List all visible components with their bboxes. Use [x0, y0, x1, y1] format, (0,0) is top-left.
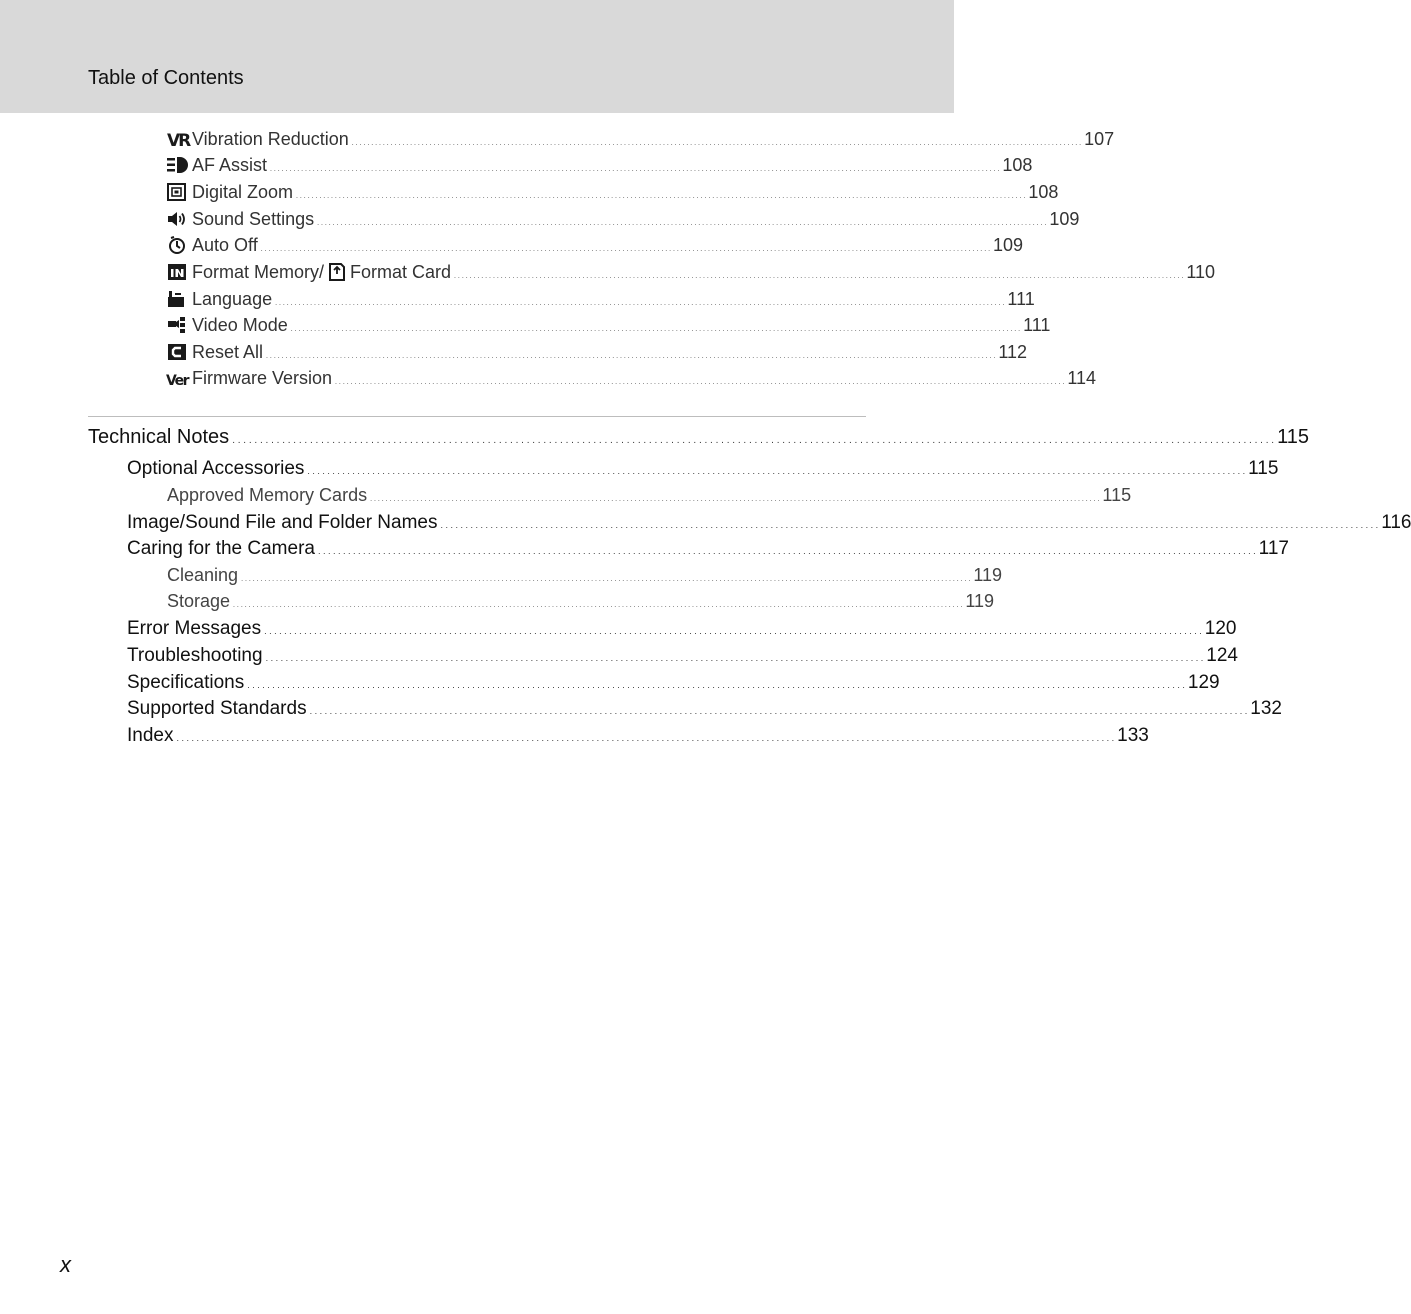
toc-entry-label: Caring for the Camera — [127, 538, 315, 559]
toc-entry-page: 132 — [1250, 698, 1282, 719]
toc-entry-label: Vibration Reduction — [192, 129, 349, 149]
toc-entry-caring-for-camera[interactable] — [127, 538, 1289, 560]
toc-entry-af-assist[interactable] — [167, 153, 1033, 176]
toc-entry-label: Digital Zoom — [192, 182, 294, 202]
toc-entry-page: 108 — [1028, 182, 1059, 202]
toc-entry-label: Optional Accessories — [127, 458, 305, 479]
toc-entry-page: 114 — [1067, 368, 1097, 388]
dot-leader — [232, 435, 1274, 446]
vr-icon — [167, 130, 190, 151]
dot-leader — [335, 379, 1064, 386]
toc-entry-label: AF Assist — [192, 155, 268, 175]
toc-entry-index[interactable] — [127, 725, 1149, 747]
toc-entry-label: Storage — [167, 591, 231, 611]
toc-entry-page: 109 — [993, 235, 1024, 255]
dot-leader — [241, 576, 970, 583]
toc-section-technical-notes[interactable] — [88, 426, 1309, 449]
toc-entry-page: 119 — [973, 565, 1003, 585]
toc-entry-page: 116 — [1381, 512, 1411, 533]
dot-leader — [296, 193, 1025, 200]
toc-entry-page: 115 — [1102, 485, 1132, 505]
toc-entry-label: Supported Standards — [127, 698, 307, 719]
auto-off-icon — [167, 236, 187, 254]
toc-entry-video-mode[interactable] — [167, 313, 1051, 336]
toc-entry-page: 115 — [1248, 458, 1279, 479]
toc-entry-specifications[interactable] — [127, 672, 1220, 694]
section-divider — [88, 416, 866, 417]
page-title: Table of Contents — [88, 67, 244, 89]
memory-card-icon — [327, 263, 347, 281]
toc-entry-supported-standards[interactable] — [127, 698, 1282, 720]
toc-entry-page: 110 — [1186, 262, 1216, 282]
dot-leader — [275, 300, 1004, 307]
toc-entry-label: Video Mode — [192, 315, 288, 335]
toc-entry-sound-settings[interactable] — [167, 207, 1080, 230]
dot-leader — [318, 546, 1256, 556]
toc-entry-label: Auto Off — [192, 235, 258, 255]
toc-section-page: 115 — [1277, 426, 1309, 448]
toc-entry-language[interactable] — [167, 287, 1035, 310]
toc-entry-firmware-version[interactable] — [166, 366, 1097, 389]
toc-entry-page: 133 — [1117, 725, 1149, 746]
toc-entry-cleaning[interactable] — [167, 565, 1003, 586]
toc-entry-label: Specifications — [127, 672, 245, 693]
toc-entry-optional-accessories[interactable] — [127, 458, 1279, 480]
toc-entry-troubleshooting[interactable] — [127, 645, 1238, 667]
toc-entry-page: 111 — [1007, 289, 1035, 309]
toc-entry-page: 111 — [1023, 315, 1051, 335]
toc-entry-error-messages[interactable] — [127, 618, 1237, 640]
toc-entry-storage[interactable] — [167, 591, 995, 612]
toc-entry-page: 124 — [1206, 645, 1238, 666]
video-mode-icon — [167, 316, 187, 334]
firmware-version-icon — [167, 369, 187, 387]
dot-leader — [261, 246, 990, 253]
toc-entry-page: 117 — [1258, 538, 1289, 559]
toc-entry-label: Approved Memory Cards — [167, 485, 368, 505]
dot-leader — [264, 626, 1202, 636]
page-number: x — [60, 1252, 71, 1277]
dot-leader — [176, 733, 1114, 743]
dot-leader — [352, 140, 1081, 147]
toc-entry-page: 109 — [1049, 209, 1080, 229]
dot-leader — [454, 273, 1183, 280]
toc-entry-label: Firmware Version — [192, 368, 333, 388]
toc-entry-label: Sound Settings — [192, 209, 315, 229]
digital-zoom-icon — [167, 183, 187, 201]
toc-entry-label: Cleaning — [167, 565, 239, 585]
dot-leader — [247, 680, 1185, 690]
toc-entry-digital-zoom[interactable] — [167, 180, 1059, 203]
toc-entry-file-folder-names[interactable] — [127, 512, 1411, 534]
toc-entry-format-memory[interactable] — [167, 260, 1216, 283]
toc-entry-label: Image/Sound File and Folder Names — [127, 512, 438, 533]
af-assist-icon — [167, 156, 187, 174]
toc-entry-page: 129 — [1187, 672, 1220, 693]
dot-leader — [441, 520, 1379, 530]
toc-entry-label: Format Memory/ — [192, 262, 325, 282]
dot-leader — [233, 602, 962, 609]
internal-memory-icon — [167, 263, 187, 281]
toc-entry-label: Language — [192, 289, 273, 309]
dot-leader — [307, 466, 1245, 476]
toc-entry-label: Index — [127, 725, 174, 746]
toc-entry-page: 108 — [1002, 155, 1033, 175]
header-band — [0, 0, 954, 113]
dot-leader — [310, 706, 1248, 716]
toc-entry-label: Troubleshooting — [127, 645, 263, 666]
svg-text:Ver: Ver — [166, 373, 188, 389]
dot-leader — [266, 353, 995, 360]
toc-entry-page: 112 — [998, 342, 1028, 362]
language-icon — [167, 290, 187, 308]
dot-leader — [270, 166, 999, 173]
toc-entry-label-secondary: Format Card — [350, 262, 452, 282]
toc-entry-page: 120 — [1204, 618, 1237, 639]
reset-icon — [167, 343, 187, 361]
toc-entry-reset-all[interactable] — [167, 340, 1028, 363]
toc-entry-label: Reset All — [192, 342, 264, 362]
dot-leader — [370, 496, 1099, 503]
toc-entry-page: 107 — [1084, 129, 1115, 149]
toc-entry-vibration-reduction[interactable] — [167, 127, 1115, 151]
toc-entry-auto-off[interactable] — [167, 233, 1024, 256]
svg-text:VR: VR — [167, 131, 190, 151]
speaker-icon — [167, 210, 187, 228]
toc-entry-approved-memory-cards[interactable] — [167, 485, 1132, 506]
toc-section-label: Technical Notes — [88, 426, 230, 448]
dot-leader — [266, 653, 1204, 663]
toc-entry-page: 119 — [965, 591, 995, 611]
dot-leader — [291, 326, 1020, 333]
dot-leader — [317, 220, 1046, 227]
toc-entry-label: Error Messages — [127, 618, 262, 639]
